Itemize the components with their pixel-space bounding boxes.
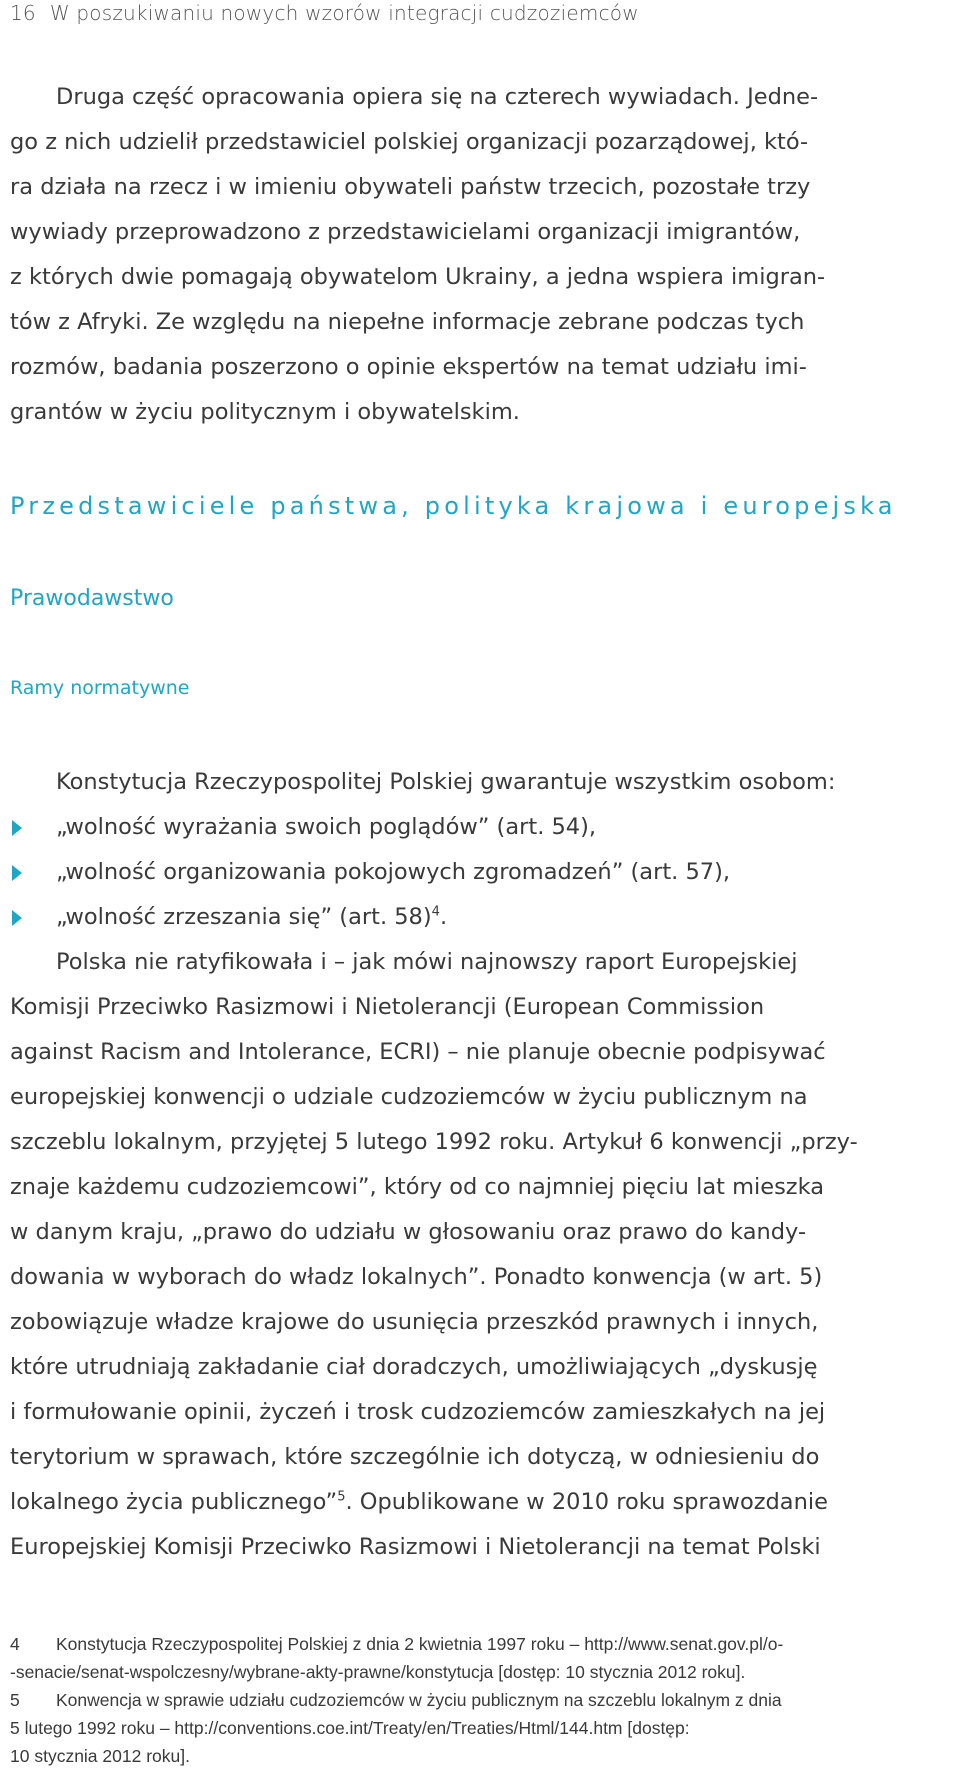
footnote-number: 4 <box>10 1634 20 1654</box>
line-tail: . Opublikowane w 2010 roku sprawozdanie <box>345 1489 828 1515</box>
footnote-number: 5 <box>10 1690 20 1710</box>
bullet-triangle-icon <box>12 910 22 926</box>
footnote-text: Konwencja w sprawie udziału cudzoziemców w życiu publicznym na szczeblu lokalnym z dnia <box>56 1690 782 1710</box>
running-header <box>10 0 950 26</box>
main-paragraph <box>10 940 954 1570</box>
paragraph-line: w danym kraju, „prawo do udziału w głosowaniu oraz prawo do kandy- <box>10 1219 807 1245</box>
footnote-line: 5 lutego 1992 roku – http://conventions.coe.int/Treaty/en/Treaties/Html/144.htm [dostęp: <box>10 1718 690 1738</box>
paragraph-line: i formułowanie opinii, życzeń i trosk cudzoziemców zamieszkałych na jej <box>10 1399 826 1425</box>
intro-paragraph <box>10 75 954 435</box>
list-item-text: „wolność wyrażania swoich poglądów” (art. 54), <box>56 814 597 840</box>
line-text: lokalnego życia publicznego” <box>10 1489 338 1515</box>
paragraph-line: against Racism and Intolerance, ECRI) – nie planuje obecnie podpisywać <box>10 1039 826 1065</box>
paragraph-line: zobowiązuje władze krajowe do usunięcia przeszkód prawnych i innych, <box>10 1309 819 1335</box>
paragraph-line: ra działa na rzecz i w imieniu obywateli państw trzecich, pozostałe trzy <box>10 174 811 200</box>
section-title: Przedstawiciele państwa, polityka krajowa i europejska <box>10 492 897 520</box>
paragraph-line: europejskiej konwencji o udziale cudzoziemców w życiu publicznym na <box>10 1084 808 1110</box>
bullet-triangle-icon <box>12 820 22 836</box>
paragraph-line: Komisji Przeciwko Rasizmowi i Nietolerancji (European Commission <box>10 994 765 1020</box>
list-item-end: . <box>439 904 448 930</box>
footnote-line <box>10 1630 954 1658</box>
footnote-ref: 4 <box>431 904 440 920</box>
footnote-line: -senacie/senat-wspolczesny/wybrane-akty-prawne/konstytucja [dostęp: 10 stycznia 2012 roku]. <box>10 1662 746 1682</box>
running-title: W poszukiwaniu nowych wzorów integracji cudzoziemców <box>49 1 639 25</box>
footnotes <box>10 1630 954 1770</box>
footnote-ref: 5 <box>337 1489 346 1505</box>
paragraph-line: Europejskiej Komisji Przeciwko Rasizmowi i Nietolerancji na temat Polski <box>10 1534 821 1560</box>
list-intro: Konstytucja Rzeczypospolitej Polskiej gwarantuje wszystkim osobom: <box>56 769 836 795</box>
paragraph-line: Polska nie ratyfikowała i – jak mówi najnowszy raport Europejskiej <box>56 949 798 975</box>
list-item-text: „wolność organizowania pokojowych zgromadzeń” (art. 57), <box>56 859 731 885</box>
paragraph-line: szczeblu lokalnym, przyjętej 5 lutego 1992 roku. Artykuł 6 konwencji „przy- <box>10 1129 858 1155</box>
footnote-text: Konstytucja Rzeczypospolitej Polskiej z dnia 2 kwietnia 1997 roku – http://www.senat.gov.pl/o- <box>56 1634 784 1654</box>
paragraph-line: które utrudniają zakładanie ciał doradczych, umożliwiających „dyskusję <box>10 1354 818 1380</box>
paragraph-line <box>10 1480 954 1525</box>
paragraph-line: rozmów, badania poszerzono o opinie ekspertów na temat udziału imi- <box>10 354 807 380</box>
paragraph-line: znaje każdemu cudzoziemcowi”, który od co najmniej pięciu lat mieszka <box>10 1174 825 1200</box>
paragraph-line: tów z Afryki. Ze względu na niepełne informacje zebrane podczas tych <box>10 309 805 335</box>
page-number: 16 <box>10 1 36 25</box>
constitution-list <box>10 760 954 940</box>
paragraph-line: dowania w wyborach do władz lokalnych”. Ponadto konwencja (w art. 5) <box>10 1264 823 1290</box>
paragraph-line: wywiady przeprowadzono z przedstawicielami organizacji imigrantów, <box>10 219 801 245</box>
list-item-text: „wolność zrzeszania się” (art. 58) <box>56 904 432 930</box>
list-item <box>10 895 954 940</box>
list-item <box>10 850 954 895</box>
subsubsection-title: Ramy normatywne <box>10 677 190 699</box>
paragraph-line: grantów w życiu politycznym i obywatelskim. <box>10 399 520 425</box>
paragraph-line: z których dwie pomagają obywatelom Ukrainy, a jedna wspiera imigran- <box>10 264 826 290</box>
paragraph-line: Druga część opracowania opiera się na czterech wywiadach. Jedne- <box>56 84 819 110</box>
list-item <box>10 805 954 850</box>
bullet-triangle-icon <box>12 865 22 881</box>
footnote-line: 10 stycznia 2012 roku]. <box>10 1746 190 1766</box>
footnote-line <box>10 1686 954 1714</box>
paragraph-line: go z nich udzielił przedstawiciel polskiej organizacji pozarządowej, któ- <box>10 129 809 155</box>
paragraph-line: terytorium w sprawach, które szczególnie ich dotyczą, w odniesieniu do <box>10 1444 820 1470</box>
subsection-title: Prawodawstwo <box>10 586 174 611</box>
